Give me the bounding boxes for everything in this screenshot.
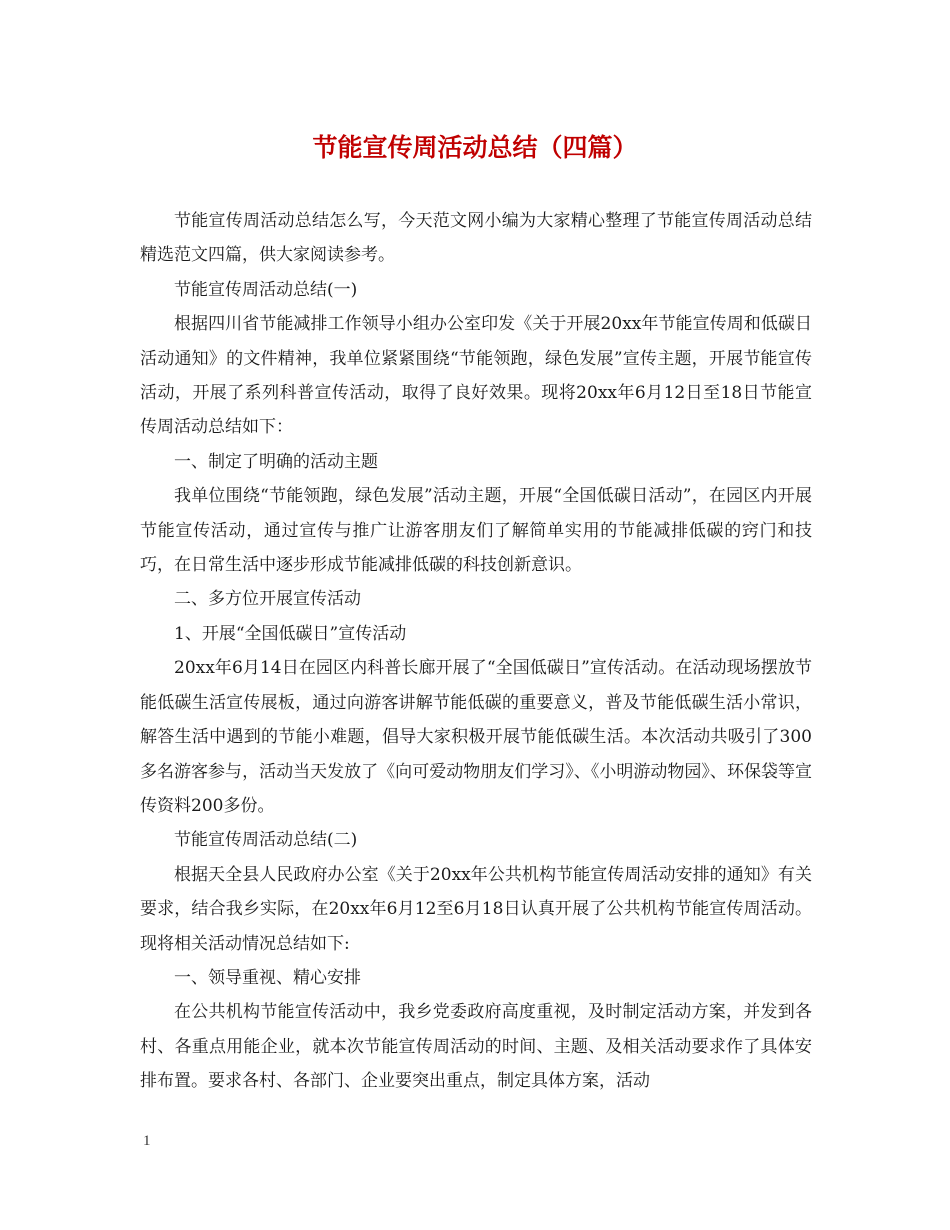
section-heading-1: 节能宣传周活动总结(一) (174, 279, 358, 300)
paragraph: 根据天全县人民政府办公室《关于20xx年公共机构节能宣传周活动安排的通知》有关要求，结合我乡实际，在20xx年6月12至6月18日认真开展了公共机构节能宣传周活动。现将相关活动情况总结如下: (140, 864, 812, 954)
page-number: 1 (143, 1133, 151, 1149)
subheading: 1、开展“全国低碳日”宣传活动 (174, 623, 407, 644)
subheading: 二、多方位开展宣传活动 (174, 589, 361, 610)
document-body (140, 204, 812, 1099)
subheading: 一、领导重视、精心安排 (174, 967, 361, 988)
subheading: 一、制定了明确的活动主题 (174, 451, 378, 472)
paragraph-intro: 节能宣传周活动总结怎么写，今天范文网小编为大家精心整理了节能宣传周活动总结精选范文四篇，供大家阅读参考。 (140, 211, 812, 266)
paragraph: 20xx年6月14日在园区内科普长廊开展了“全国低碳日”宣传活动。在活动现场摆放节能低碳生活宣传展板，通过向游客讲解节能低碳的重要意义，普及节能低碳生活小常识，解答生活中遇到的节能小难题，倡导大家积极开展节能低碳生活。本次活动共吸引了300多名游客参与，活动当天发放了《向可爱动物朋友们学习》、《小明游动物园》、环保袋等宣传资料200多份。 (140, 658, 812, 816)
paragraph: 根据四川省节能减排工作领导小组办公室印发《关于开展20xx年节能宣传周和低碳日活动通知》的文件精神，我单位紧紧围绕“节能领跑，绿色发展”宣传主题，开展节能宣传活动，开展了系列科普宣传活动，取得了良好效果。现将20xx年6月12日至18日节能宣传周活动总结如下： (140, 314, 812, 438)
paragraph: 我单位围绕“节能领跑，绿色发展”活动主题，开展“全国低碳日活动”，在园区内开展节能宣传活动，通过宣传与推广让游客朋友们了解简单实用的节能减排低碳的窍门和技巧，在日常生活中逐步形成节能减排低碳的科技创新意识。 (140, 486, 812, 576)
document-title: 节能宣传周活动总结（四篇） (312, 133, 638, 162)
paragraph: 在公共机构节能宣传活动中，我乡党委政府高度重视，及时制定活动方案，并发到各村、各重点用能企业，就本次节能宣传周活动的时间、主题、及相关活动要求作了具体安排布置。要求各村、各部门、企业要突出重点，制定具体方案，活动 (140, 1002, 812, 1092)
section-heading-2: 节能宣传周活动总结(二) (174, 830, 358, 851)
